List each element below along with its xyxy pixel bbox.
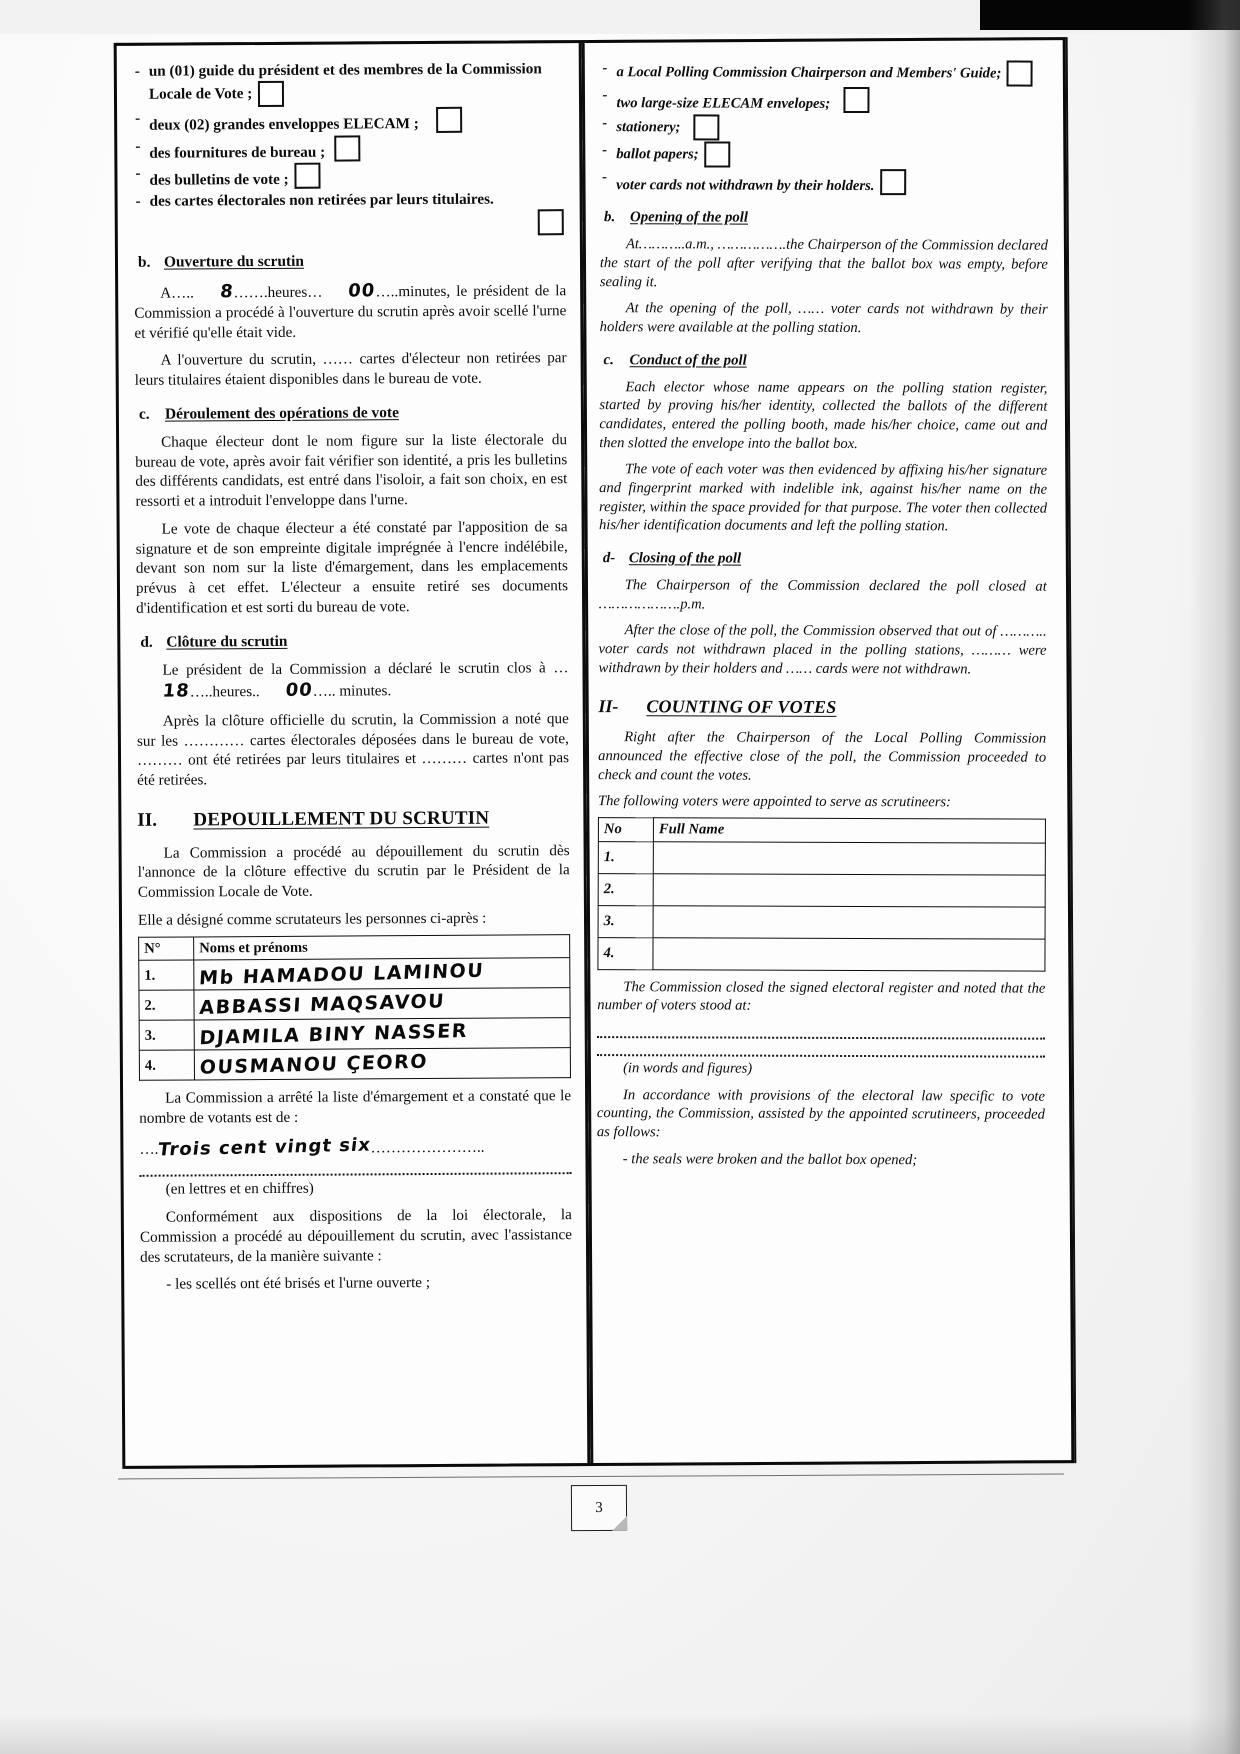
english-conduct-para2: The vote of each voter was then evidenced by affixing his/her signature and fingerprint marked with indelible ink, against his/her name on the register, within the space provided for that purpose. The voter then collected his/her identification documents and left the polling station. <box>598 461 1048 535</box>
hours-label: heures <box>267 283 308 301</box>
checkbox-icon[interactable] <box>880 169 906 195</box>
french-section-c-heading <box>135 402 567 425</box>
checkbox-icon[interactable] <box>538 209 564 235</box>
table-row <box>598 937 1045 971</box>
french-conduct-para2: Le vote de chaque électeur a été constaté par l'apposition de sa signature et de son empreinte digitale imprégnée à l'encre indélébile, devant son nom sur la liste d'émargement, dans les emplacements prévus à cet effet. L'électeur a ensuite retiré ses documents d'identification et est sorti du bureau de vote. <box>135 518 569 617</box>
english-section-II-heading <box>598 695 1046 720</box>
section-letter: b. <box>604 209 616 226</box>
supply-item <box>133 59 565 107</box>
checkbox-icon[interactable] <box>436 107 462 133</box>
english-scrutineers-table <box>597 817 1046 971</box>
table-row <box>598 841 1045 875</box>
row-number: 4. <box>598 937 653 969</box>
english-section-c-heading <box>600 351 1048 372</box>
section-title: COUNTING OF VOTES <box>646 696 837 718</box>
section-title: DEPOUILLEMENT DU SCRUTIN <box>193 807 490 831</box>
supply-label: deux (02) grandes enveloppes ELECAM ; <box>149 114 419 134</box>
minutes-label: minutes. <box>339 682 392 700</box>
section-letter: c. <box>138 405 150 423</box>
checkbox-icon[interactable] <box>258 81 284 107</box>
scrutineer-name-cell[interactable] <box>194 958 570 990</box>
fill-in-line[interactable] <box>597 1041 1045 1058</box>
french-supplies-list <box>133 59 566 238</box>
french-bullet-seals: - les scellés ont été brisés et l'urne ouverte ; <box>166 1274 431 1293</box>
supply-item <box>600 114 1048 142</box>
section-title: Ouverture du scrutin <box>163 252 304 271</box>
supply-label: stationery; <box>616 118 681 136</box>
section-title: Closing of the poll <box>628 550 742 567</box>
french-section-b-heading <box>134 250 566 273</box>
section-title: Déroulement des opérations de vote <box>164 404 399 423</box>
english-closing-statement: In accordance with provisions of the electoral law specific to vote counting, the Commission, assisted by the appointed scrutineers, proceeded as follows: <box>596 1086 1046 1141</box>
handwritten-name: ABBASSI MAQSAVOU <box>198 989 446 1019</box>
supply-label: voter cards not withdrawn by their holders. <box>616 176 875 194</box>
french-opening-line: A….. 8…….heures… 00…..minutes, le président de la Commission a procédé à l'ouverture du scrutin après avoir scellé l'urne et vérifié qu'elle était vide. <box>134 279 567 342</box>
handwritten-name: DJAMILA BINY NASSER <box>198 1019 469 1049</box>
supply-label: two large-size ELECAM envelopes; <box>616 95 831 112</box>
supply-label: des fournitures de bureau ; <box>149 143 326 162</box>
french-closing-statement: Conformément aux dispositions de la loi électorale, la Commission a procédé au dépouillement du scrutin, avec l'assistance des scrutateurs, de la manière suivante : <box>139 1206 572 1266</box>
scrutineer-name-cell[interactable] <box>194 1048 570 1080</box>
french-conduct-para1: Chaque électeur dont le nom figure sur la liste électorale du bureau de vote, après avoir fait vérifier son identité, a pris les bulletins des différents candidats, est entré dans l'isoloir, a fait son choix, en est ressorti et a introduit l'enveloppe dans l'urne. <box>135 431 568 510</box>
page-number: 3 <box>595 1499 603 1516</box>
french-closing-line: Le président de la Commission a déclaré le scrutin clos à …18…..heures.. 00….. minutes. <box>136 658 568 704</box>
scrutineer-name-cell[interactable] <box>653 937 1045 970</box>
section-letter: c. <box>603 351 614 368</box>
section-title: Conduct of the poll <box>629 351 747 369</box>
table-row <box>598 905 1045 939</box>
french-column <box>117 43 588 1466</box>
scrutineer-name-cell[interactable] <box>653 841 1045 874</box>
handwritten-name: OUSMANOU ÇEORO <box>199 1050 429 1079</box>
checkbox-icon[interactable] <box>294 163 320 189</box>
closing-prefix: Le président de la Commission a déclaré le scrutin clos à <box>162 658 546 679</box>
english-section-b-heading <box>600 208 1048 229</box>
row-number: 3. <box>598 905 653 937</box>
column-header-name: Noms et prénoms <box>194 934 570 960</box>
table-header-row <box>139 934 570 961</box>
section-letter: d- <box>602 550 616 567</box>
hours-label: heures <box>212 683 253 701</box>
closing-minutes-handwritten: 00 <box>284 680 314 702</box>
supply-label: a Local Polling Commission Chairperson and Members' Guide; <box>616 64 1002 82</box>
fill-in-line[interactable] <box>597 1023 1045 1040</box>
supply-item <box>600 168 1048 196</box>
english-counting-para1: Right after the Chairperson of the Local Polling Commission announced the effective close of the poll, the Commission proceeded to check and count the votes. <box>598 729 1047 784</box>
handwritten-name: Mb HAMADOU LAMINOU <box>198 959 485 990</box>
english-voters-count-label: The Commission closed the signed electoral register and noted that the number of voters stood at: <box>597 978 1046 1014</box>
row-number: 2. <box>139 990 194 1020</box>
english-bullet-seals: - the seals were broken and the ballot box opened; <box>622 1150 918 1168</box>
section-title: Clôture du scrutin <box>166 632 288 651</box>
opening-prefix: A <box>160 284 172 302</box>
table-row <box>139 988 570 1021</box>
english-in-words-caption: (in words and figures) <box>623 1060 753 1077</box>
form-outer-frame <box>114 37 1075 1469</box>
supply-item <box>133 161 565 190</box>
french-counting-para1: La Commission a procédé au dépouillement du scrutin dès l'annonce de la clôture effective du scrutin par le Président de la Commission Locale de Vote. <box>137 841 570 901</box>
checkbox-icon[interactable] <box>704 141 730 167</box>
supply-item <box>600 141 1048 169</box>
french-scrutineers-table <box>138 934 571 1082</box>
french-voters-count-line: ….Trois cent vingt six………………….. <box>139 1134 485 1161</box>
section-letter: b. <box>137 253 151 271</box>
section-letter: d. <box>140 633 153 651</box>
supply-item <box>601 59 1049 87</box>
supply-item <box>134 189 566 238</box>
french-section-d-heading <box>136 630 568 653</box>
section-number: II. <box>137 809 158 831</box>
closing-hours-handwritten: 18 <box>161 680 191 703</box>
scrutineer-name-cell[interactable] <box>653 873 1045 906</box>
row-number: 1. <box>139 960 194 990</box>
section-number: II- <box>598 696 619 717</box>
english-closing-para2: After the close of the poll, the Commission observed that out of ……….. voter cards not withdrawn placed in the polling stations, ……… were withdrawn by their holders and …… cards were not withdrawn. <box>598 622 1047 677</box>
table-row <box>139 958 570 991</box>
french-in-words-caption: (en lettres et en chiffres) <box>165 1180 314 1198</box>
english-closing-para1: The Chairperson of the Commission declared the poll closed at ……………….p.m. <box>598 577 1047 613</box>
english-opening-para2: At the opening of the poll, …… voter cards not withdrawn by their holders were available at the polling station. <box>599 300 1048 336</box>
row-number: 2. <box>598 873 653 905</box>
voters-count-handwritten: Trois cent vingt six <box>156 1134 373 1161</box>
french-section-II-heading <box>137 806 569 833</box>
opening-minutes-handwritten: 00 <box>347 279 377 302</box>
english-section-d-heading <box>599 549 1047 570</box>
french-opening-para2: A l'ouverture du scrutin, …… cartes d'électeur non retirées par leurs titulaires étaient disponibles dans le bureau de vote. <box>134 349 567 389</box>
scan-right-shadow <box>1188 0 1240 1754</box>
column-header-no: N° <box>139 936 194 960</box>
supply-item <box>600 86 1048 114</box>
supply-label: des bulletins de vote ; <box>149 171 289 189</box>
english-conduct-para1: Each elector whose name appears on the polling station register, started by proving his/her identity, collected the ballots of the different candidates, entered the polling booth, made his/her choice, came out and then slotted the envelope into the ballot box. <box>599 378 1048 452</box>
table-row <box>139 1018 570 1051</box>
scrutineer-name-cell[interactable] <box>194 988 570 1020</box>
english-supplies-list <box>600 59 1048 196</box>
scrutineer-name-cell[interactable] <box>194 1018 570 1050</box>
french-voters-count-label: La Commission a arrêté la liste d'émargement et a constaté que le nombre de votants est de : <box>139 1087 572 1128</box>
checkbox-icon[interactable] <box>693 114 719 140</box>
scrutineer-name-cell[interactable] <box>653 905 1045 938</box>
row-number: 1. <box>598 841 653 873</box>
opening-suffix: minutes, le président de la Commission a procédé à l'ouverture du scrutin après avoir scellé l'urne et vérifié qu'elle était vide. <box>134 281 567 342</box>
table-header-row <box>598 818 1045 843</box>
supply-item <box>133 134 565 163</box>
column-header-name: Full Name <box>653 818 1045 843</box>
english-opening-para1: At………..a.m., …………….the Chairperson of the Commission declared the start of the poll after verifying that the ballot box was empty, before sealing it. <box>599 236 1048 290</box>
french-closing-para2: Après la clôture officielle du scrutin, la Commission a noté que sur les ………… cartes électorales déposées dans le bureau de vote, ……… ont été retirées par leurs titulaires et ……… cartes n'ont pas été retirées. <box>136 709 570 789</box>
row-number: 3. <box>139 1020 194 1050</box>
english-column <box>580 43 1063 1465</box>
checkbox-icon[interactable] <box>335 135 361 161</box>
supply-item <box>133 106 565 135</box>
english-counting-para2: The following voters were appointed to serve as scrutineers: <box>597 793 951 811</box>
table-row <box>598 873 1045 907</box>
checkbox-icon[interactable] <box>843 87 869 113</box>
column-header-no: No <box>598 818 653 842</box>
row-number: 4. <box>139 1050 194 1080</box>
french-counting-para2: Elle a désigné comme scrutateurs les personnes ci-après : <box>137 909 487 929</box>
supply-label: des cartes électorales non retirées par leurs titulaires. <box>149 190 494 210</box>
checkbox-icon[interactable] <box>1007 61 1033 87</box>
scan-bottom-shadow <box>0 1714 1240 1754</box>
fill-in-line[interactable] <box>139 1160 571 1178</box>
supply-label: un (01) guide du président et des membres de la Commission Locale de Vote ; <box>148 60 542 103</box>
section-title: Opening of the poll <box>630 209 749 226</box>
supply-label: ballot papers; <box>616 145 699 163</box>
page-number-box <box>571 1485 627 1531</box>
opening-hours-handwritten: 8 <box>218 280 235 302</box>
table-row <box>139 1048 570 1081</box>
